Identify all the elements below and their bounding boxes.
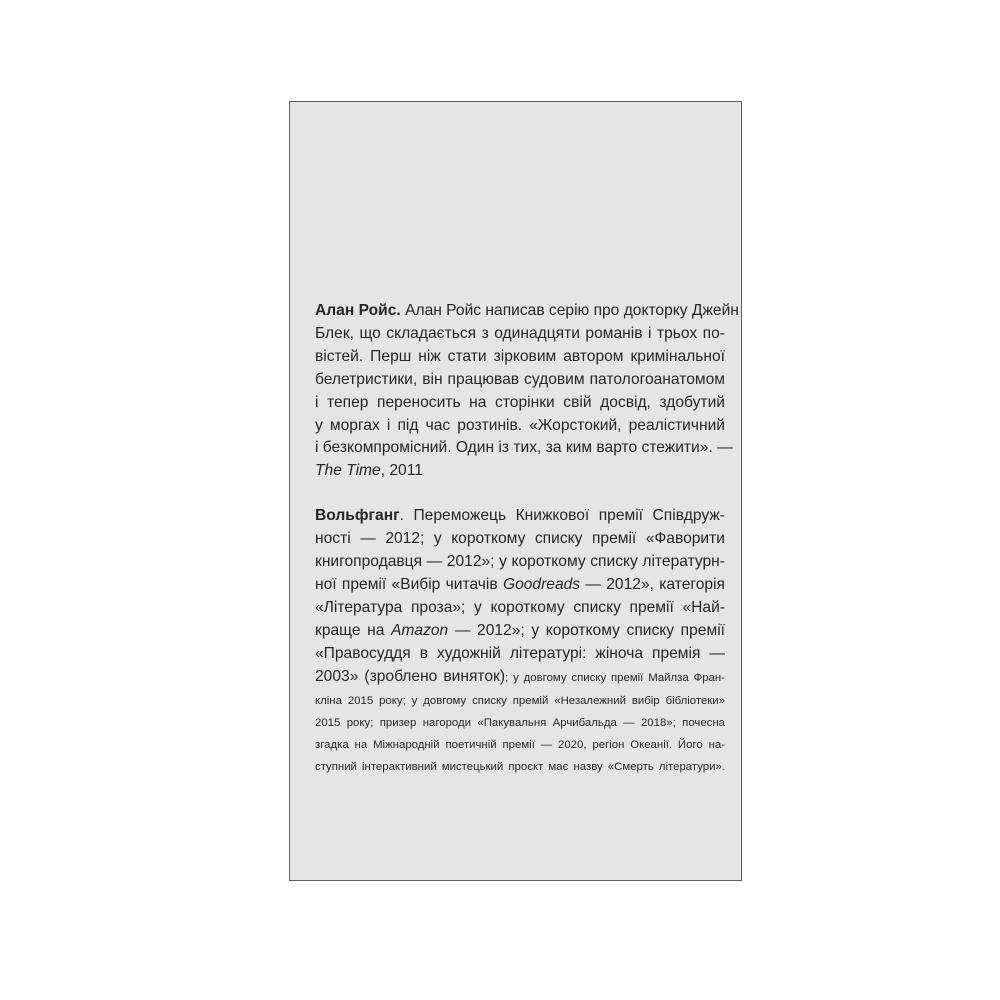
bio-line: «Правосуддя в художній літературі: жіноча премія — <box>315 644 725 662</box>
bio-line: у моргах і під час розтинів. «Жорстокий, реалістичний <box>315 416 725 434</box>
book-page <box>289 101 742 881</box>
bio-line: 2015 року; призер нагороди «Пакувальня Арчибальда — 2018»; почесна <box>315 716 725 729</box>
bio-line: The Time, 2011 <box>315 462 423 480</box>
bio-line: ності — 2012; у короткому списку премії «Фаворити <box>315 530 725 548</box>
bio-line: Блек, що складається з одинадцяти романів і трьох по- <box>315 324 725 342</box>
bio-line: книгопродавця — 2012»; у короткому списку літературн- <box>315 553 725 571</box>
bio-line: краще на Amazon — 2012»; у короткому списку премії <box>315 621 725 639</box>
author-bio-paragraph-1 <box>315 300 739 483</box>
bio-line: вістей. Перш ніж стати зірковим автором кримінальної <box>315 347 725 365</box>
bio-line: ної премії «Вибір читачів Goodreads — 2012», категорія <box>315 575 725 593</box>
bio-line: 2003» (зроблено виняток); у довгому списку премії Майлза Фран- <box>315 667 725 685</box>
author-bios <box>315 300 739 779</box>
author-name: Вольфганг <box>315 507 400 525</box>
bio-line: «Література проза»; у короткому списку премії «Най- <box>315 598 725 616</box>
bio-line: ступний інтерактивний мистецький проєкт має назву «Смерть літератури». <box>315 761 725 774</box>
bio-line: Вольфганг. Переможець Книжкової премії Співдруж- <box>315 507 725 525</box>
bio-line: кліна 2015 року; у довгому списку премій «Незалежний вибір бібліотеки» <box>315 694 725 707</box>
author-bio-paragraph-2 <box>315 505 725 778</box>
bio-line: белетристики, він працював судовим патологоанатомом <box>315 370 725 388</box>
bio-line: згадка на Міжнародній поетичній премії — 2020, регіон Океанії. Його на- <box>315 739 725 752</box>
quote-source: The Time <box>315 462 381 480</box>
bio-line: і безкомпромісний. Один із тих, за ким варто стежити». — <box>315 439 733 457</box>
bio-line: і тепер переносить на сторінки свій досвід, здобутий <box>315 393 725 411</box>
author-name: Алан Ройс. <box>315 302 401 319</box>
bio-line: Алан Ройс. Алан Ройс написав серію про докторку Джейн <box>315 302 739 319</box>
